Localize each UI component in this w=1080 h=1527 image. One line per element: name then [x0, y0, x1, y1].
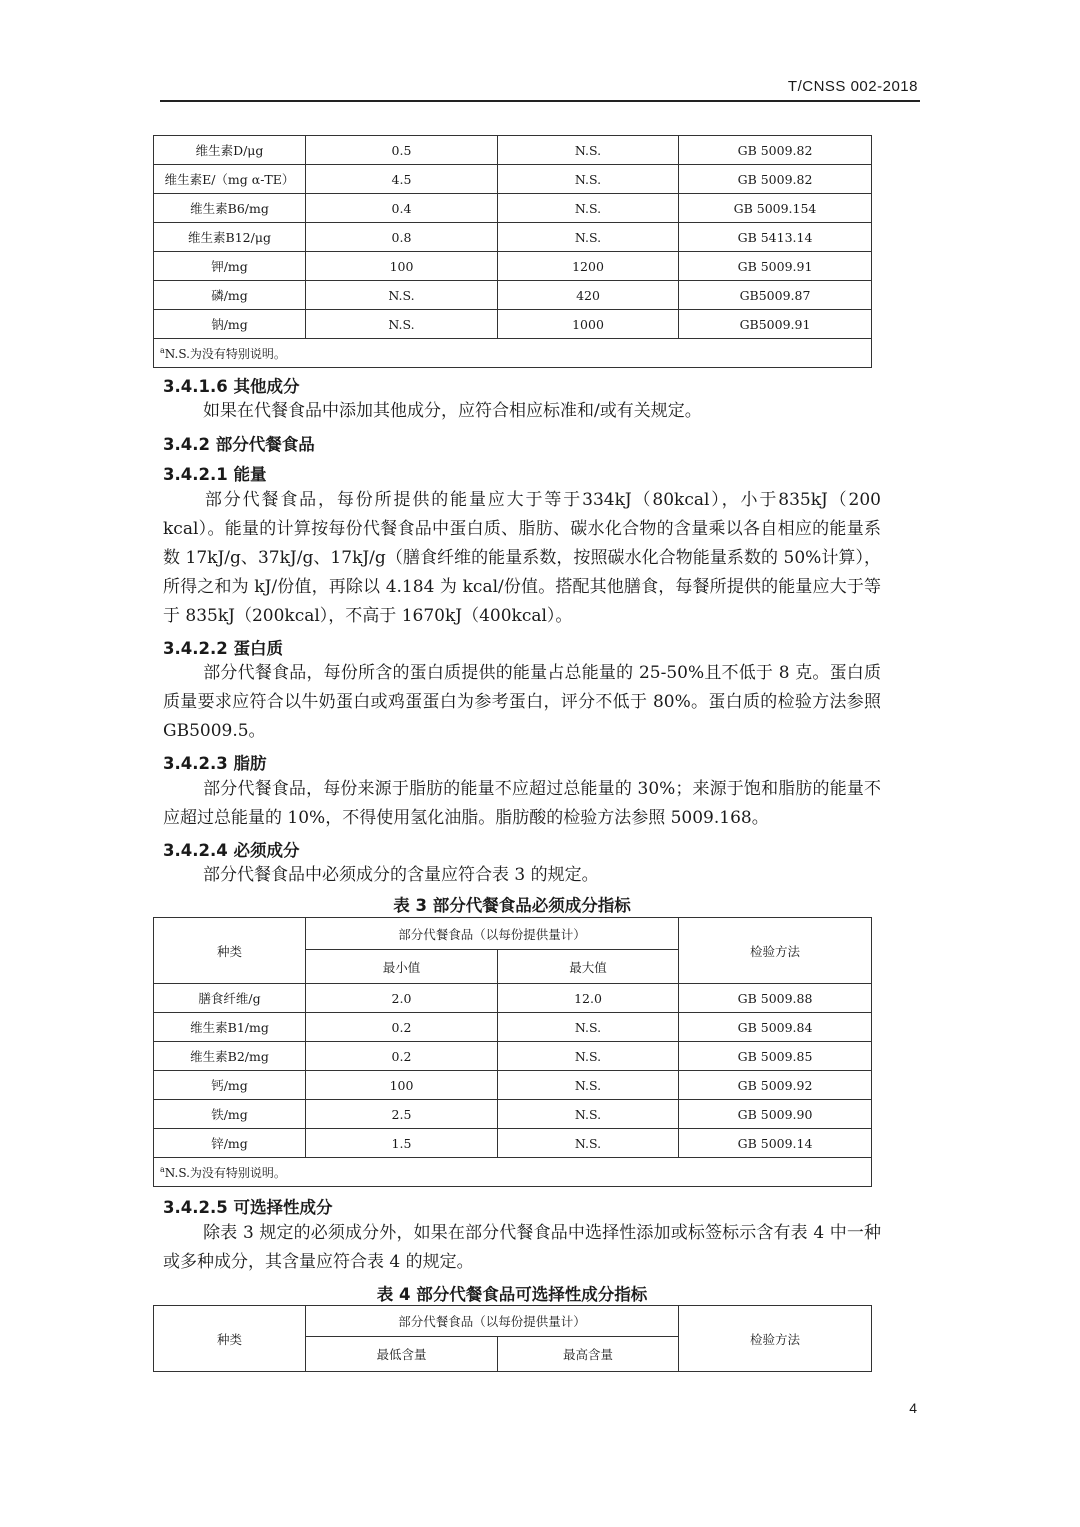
section-heading: 3.4.2.1 能量	[163, 465, 267, 484]
table-row	[154, 984, 872, 1013]
table-cell: 维生素E/（mg α-TE）	[154, 165, 306, 194]
table-cell: 1.5	[306, 1129, 498, 1158]
table-cell: 0.8	[306, 223, 498, 252]
table-cell: 100	[306, 252, 498, 281]
table-cell: GB 5009.82	[679, 136, 872, 165]
table-caption: 表 4 部分代餐食品可选择性成分指标	[376, 1285, 648, 1304]
table-cell: 1000	[498, 310, 679, 339]
table-cell: 钙/mg	[154, 1071, 306, 1100]
header-min: 最小值	[306, 950, 498, 984]
table-cell: 100	[306, 1071, 498, 1100]
note-text: N.S.为没有特别说明。	[164, 1165, 286, 1180]
table-header-row	[154, 1306, 872, 1337]
section-heading: 3.4.2.4 必须成分	[163, 841, 300, 860]
section-heading: 3.4.2.3 脂肪	[163, 754, 267, 773]
table-cell: 4.5	[306, 165, 498, 194]
table-cell: 0.5	[306, 136, 498, 165]
table-row	[154, 1100, 872, 1129]
table-cell: 2.0	[306, 984, 498, 1013]
table-cell: GB 5009.154	[679, 194, 872, 223]
table-header-row	[154, 918, 872, 950]
table-cell: GB 5413.14	[679, 223, 872, 252]
table-cell: GB 5009.88	[679, 984, 872, 1013]
table-row	[154, 194, 872, 223]
table-cell: GB 5009.91	[679, 252, 872, 281]
table-row	[154, 136, 872, 165]
table-cell: N.S.	[498, 1071, 679, 1100]
paragraph: 部分代餐食品，每份来源于脂肪的能量不应超过总能量的 30%；来源于饱和脂肪的能量不应超过总能量的 10%，不得使用氢化油脂。脂肪酸的检验方法参照 5009.168。	[163, 779, 881, 828]
table-row	[154, 1013, 872, 1042]
table-cell: 维生素D/μg	[154, 136, 306, 165]
table-cell: N.S.	[498, 1042, 679, 1071]
header-max: 最大值	[498, 950, 679, 984]
paragraph: 部分代餐食品中必须成分的含量应符合表 3 的规定。	[203, 865, 599, 885]
table-row	[154, 1042, 872, 1071]
table-cell: GB5009.91	[679, 310, 872, 339]
table-cell: 维生素B2/mg	[154, 1042, 306, 1071]
table-cell: N.S.	[498, 136, 679, 165]
table-cell: 锌/mg	[154, 1129, 306, 1158]
nutrient-table-continued	[153, 135, 872, 368]
table-cell: 0.2	[306, 1013, 498, 1042]
table-row	[154, 310, 872, 339]
table-cell: N.S.	[498, 1129, 679, 1158]
header-kind: 种类	[154, 1306, 306, 1372]
table-cell: 2.5	[306, 1100, 498, 1129]
table-note	[154, 1158, 872, 1187]
table-3	[153, 917, 872, 1187]
table-row	[154, 281, 872, 310]
section-heading: 3.4.2.2 蛋白质	[163, 639, 283, 658]
header-method: 检验方法	[679, 1306, 872, 1372]
paragraph: 除表 3 规定的必须成分外，如果在部分代餐食品中选择性添加或标签标示含有表 4 中一种或多种成分，其含量应符合表 4 的规定。	[163, 1223, 881, 1272]
note-marker: a	[160, 1164, 165, 1174]
table-cell: GB 5009.84	[679, 1013, 872, 1042]
table-caption: 表 3 部分代餐食品必须成分指标	[393, 896, 631, 915]
table-cell: 维生素B6/mg	[154, 194, 306, 223]
table-note-row	[154, 1158, 872, 1187]
table-cell: GB 5009.82	[679, 165, 872, 194]
table-row	[154, 1129, 872, 1158]
table-cell: 铁/mg	[154, 1100, 306, 1129]
table-cell: 钠/mg	[154, 310, 306, 339]
header-max: 最高含量	[498, 1337, 679, 1372]
table-cell: GB 5009.90	[679, 1100, 872, 1129]
table-cell: N.S.	[498, 223, 679, 252]
paragraph: 部分代餐食品，每份所提供的能量应大于等于334kJ（80kcal），小于835kJ（200 kcal）。能量的计算按每份代餐食品中蛋白质、脂肪、碳水化合物的含量乘以各自相应的能量系数 17kJ/g、37kJ/g、17kJ/g（膳食纤维的能量系数，按照碳水化合物能量系数的 50%计算），所得之和为 kJ/份值，再除以 4.184 为 kcal/份值。搭配其他膳食，每餐所提供的能量应大于等于 835kJ（200kcal），不高于 1670kJ（400kcal）。	[163, 490, 881, 626]
table-row	[154, 165, 872, 194]
paragraph: 如果在代餐食品中添加其他成分，应符合相应标准和/或有关规定。	[203, 401, 702, 421]
table-cell: 维生素B1/mg	[154, 1013, 306, 1042]
table-cell: 12.0	[498, 984, 679, 1013]
header-kind: 种类	[154, 918, 306, 984]
table-cell: 维生素B12/μg	[154, 223, 306, 252]
table-cell: N.S.	[498, 165, 679, 194]
paragraph: 部分代餐食品，每份所含的蛋白质提供的能量占总能量的 25-50%且不低于 8 克。蛋白质质量要求应符合以牛奶蛋白或鸡蛋蛋白为参考蛋白，评分不低于 80%。蛋白质的检验方法参照 GB5009.5。	[163, 663, 881, 741]
table-cell: 膳食纤维/g	[154, 984, 306, 1013]
table-cell: 0.2	[306, 1042, 498, 1071]
header-method: 检验方法	[679, 918, 872, 984]
section-heading: 3.4.2.5 可选择性成分	[163, 1198, 333, 1217]
section-heading: 3.4.2 部分代餐食品	[163, 435, 315, 454]
table-cell: GB 5009.14	[679, 1129, 872, 1158]
table-row	[154, 223, 872, 252]
table-cell: 420	[498, 281, 679, 310]
section-heading: 3.4.1.6 其他成分	[163, 377, 300, 396]
table-cell: 钾/mg	[154, 252, 306, 281]
header-group: 部分代餐食品（以每份提供量计）	[306, 1306, 679, 1337]
header-min: 最低含量	[306, 1337, 498, 1372]
table-cell: N.S.	[306, 281, 498, 310]
header-rule	[160, 100, 920, 102]
table-note-row	[154, 339, 872, 368]
note-marker: a	[160, 345, 165, 355]
table-row	[154, 1071, 872, 1100]
table-note	[154, 339, 872, 368]
table-row	[154, 252, 872, 281]
table-cell: N.S.	[498, 1013, 679, 1042]
page-number: 4	[909, 1400, 917, 1416]
table-4	[153, 1305, 872, 1372]
table-cell: 0.4	[306, 194, 498, 223]
table-cell: 磷/mg	[154, 281, 306, 310]
table-cell: GB 5009.85	[679, 1042, 872, 1071]
header-group: 部分代餐食品（以每份提供量计）	[306, 918, 679, 950]
standard-code: T/CNSS 002-2018	[787, 78, 918, 95]
table-cell: N.S.	[498, 1100, 679, 1129]
table-cell: GB 5009.92	[679, 1071, 872, 1100]
table-cell: N.S.	[498, 194, 679, 223]
table-cell: GB5009.87	[679, 281, 872, 310]
table-cell: N.S.	[306, 310, 498, 339]
table-cell: 1200	[498, 252, 679, 281]
note-text: N.S.为没有特别说明。	[164, 346, 286, 361]
